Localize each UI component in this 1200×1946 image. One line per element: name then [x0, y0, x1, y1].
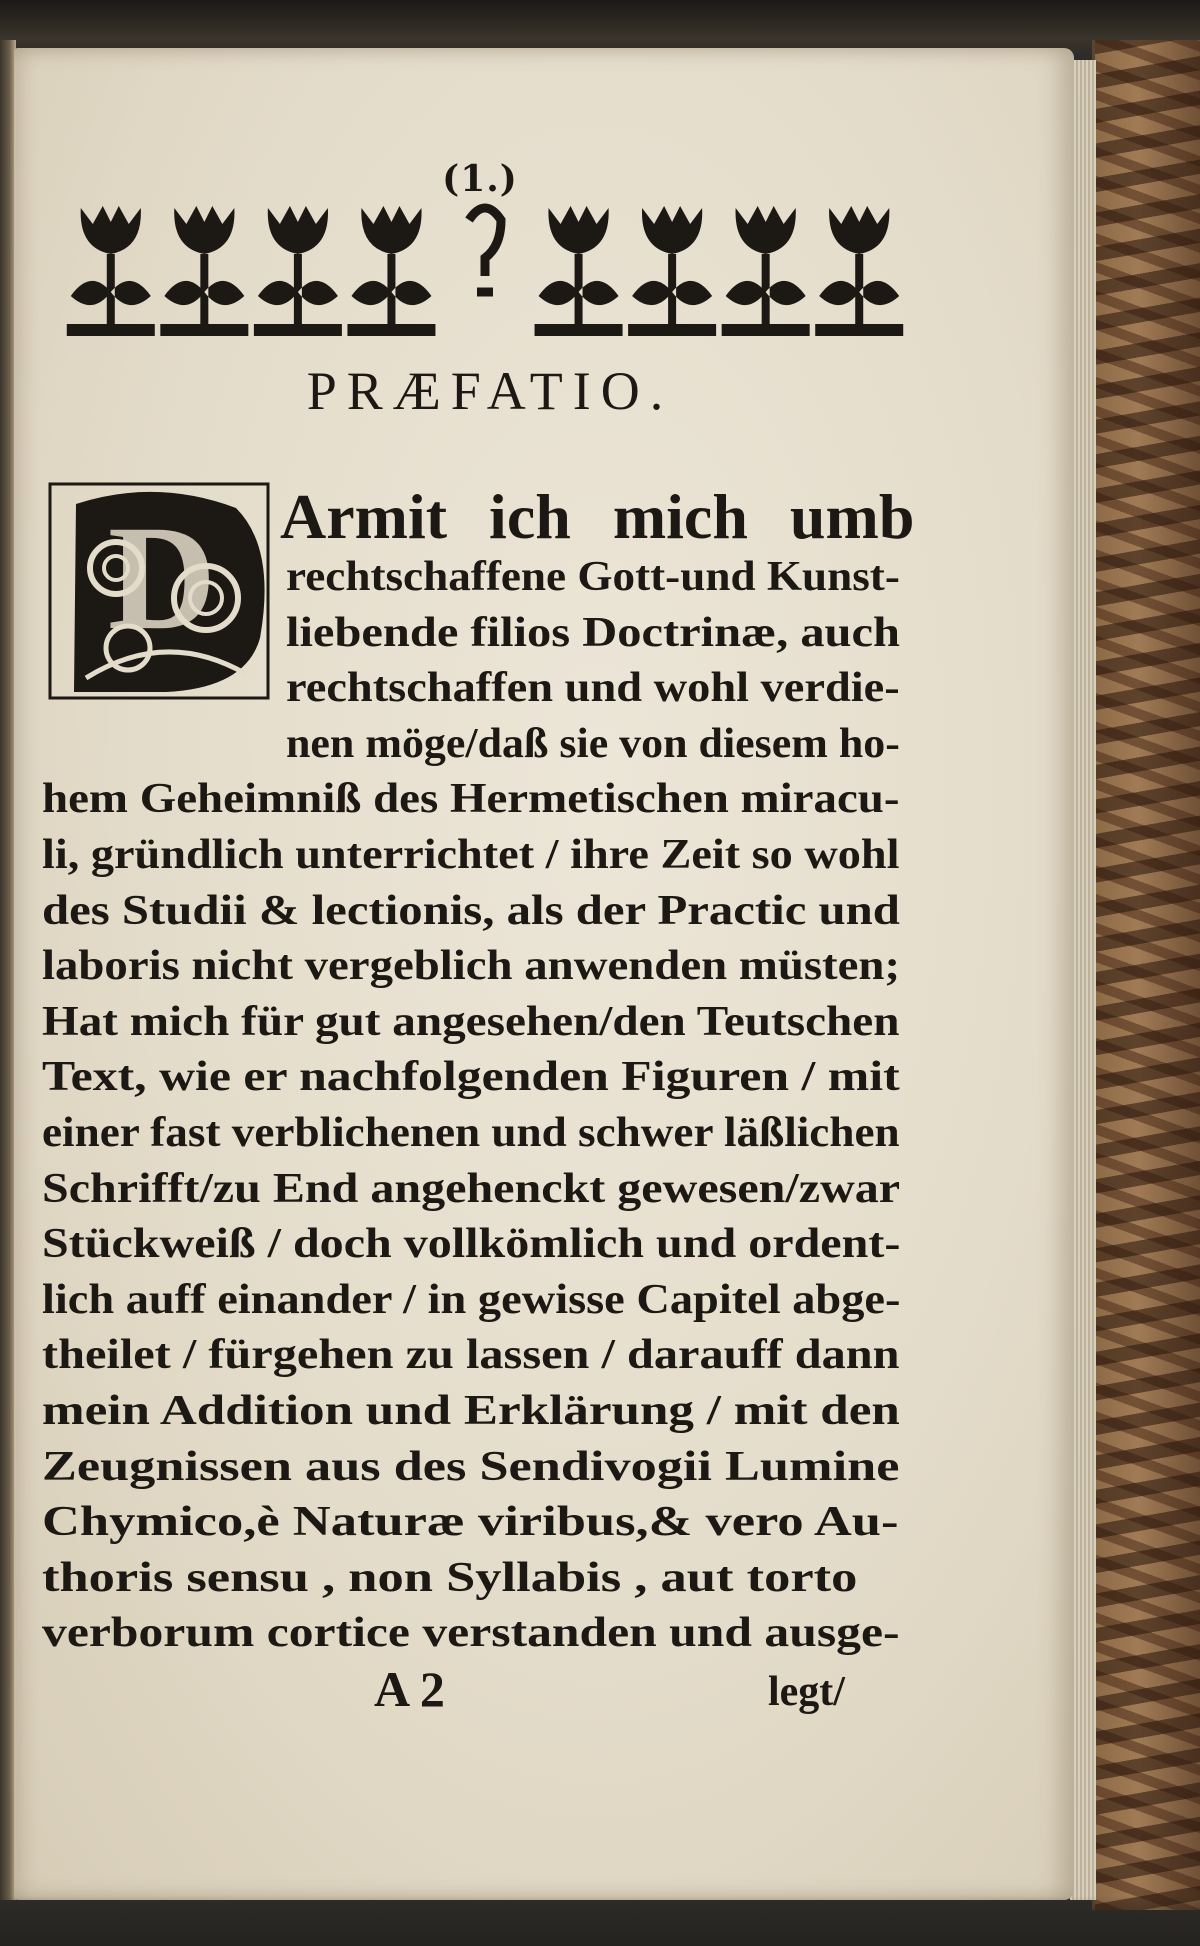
ornament-stem	[67, 254, 155, 336]
text-line: Text, wie er nachfolgenden Figuren / mit	[42, 1054, 900, 1101]
text-line: rechtschaffene Gott-und Kunst-	[286, 554, 900, 600]
text-line: thoris sensu , non Syllabis , aut torto	[42, 1554, 858, 1601]
text-line: lich auff einander / in gewisse Capitel abge-	[42, 1276, 901, 1323]
bottom-edge-shadow	[0, 1896, 1200, 1946]
text-line: mein Addition und Erklärung / mit den	[42, 1388, 900, 1434]
book-binding	[1092, 40, 1200, 1910]
text-line: Zeugnissen aus des Sendivogii Lumine	[42, 1443, 900, 1490]
catchword: legt/	[768, 1669, 845, 1715]
page-number: (1.)	[442, 158, 518, 200]
ornament-tulip	[829, 206, 889, 254]
signature-text: A 2	[374, 1661, 445, 1717]
decorated-initial	[46, 478, 278, 710]
text-line: Chymico,è Naturæ viribus,& vero Au-	[42, 1499, 899, 1546]
ornament-tulip	[736, 206, 796, 254]
ornament-center-mark	[469, 208, 501, 292]
signature-mark	[374, 1660, 445, 1718]
text-line: Stückweiß / doch vollkömlich und ordent-	[42, 1221, 901, 1268]
text-line: Schrifft/zu End angehenckt gewesen/zwar	[42, 1165, 901, 1212]
ornament-stem	[628, 254, 716, 336]
text-line: laboris nicht vergeblich anwenden müsten;	[42, 943, 901, 990]
ornament-stem	[815, 254, 903, 336]
ornament-stem	[722, 254, 810, 336]
text-line: Hat mich für gut angesehen/den Teutschen	[42, 998, 900, 1045]
text-line: liebende filios Doctrinæ, auch	[286, 609, 900, 656]
text-line: einer fast verblichenen und schwer läßlichen	[42, 1110, 900, 1156]
text-line: des Studii & lectionis, als der Practic und	[42, 887, 900, 934]
text-line: rechtschaffen und wohl verdie-	[286, 665, 900, 712]
drop-cap-letter: D	[107, 495, 217, 661]
ornament-tulip	[81, 206, 141, 254]
ornament-band	[64, 196, 906, 338]
ornament-stem	[535, 254, 623, 336]
ornament-tulip	[268, 206, 328, 254]
text-line: li, gründlich unterrichtet / ihre Zeit so wohl	[42, 832, 900, 878]
text-line: hem Geheimniß des Hermetischen miracu-	[42, 776, 900, 823]
text-line: verborum cortice verstanden und ausge-	[42, 1610, 900, 1657]
ornament-stem	[160, 254, 248, 336]
ornament-tulip	[361, 206, 421, 254]
text-line: theilet / fürgehen zu lassen / darauff dann	[42, 1332, 900, 1379]
first-text-line: Armit ich mich umb	[280, 481, 915, 552]
ornament-tulip	[548, 206, 608, 254]
text-line: nen möge/daß sie von diesem ho-	[286, 720, 900, 767]
ornament-tulip	[174, 206, 234, 254]
ornament-stem	[347, 254, 435, 336]
ornament-stem	[254, 254, 342, 336]
chapter-heading: PRÆFATIO.	[306, 361, 674, 421]
ornament-tulip	[642, 206, 702, 254]
